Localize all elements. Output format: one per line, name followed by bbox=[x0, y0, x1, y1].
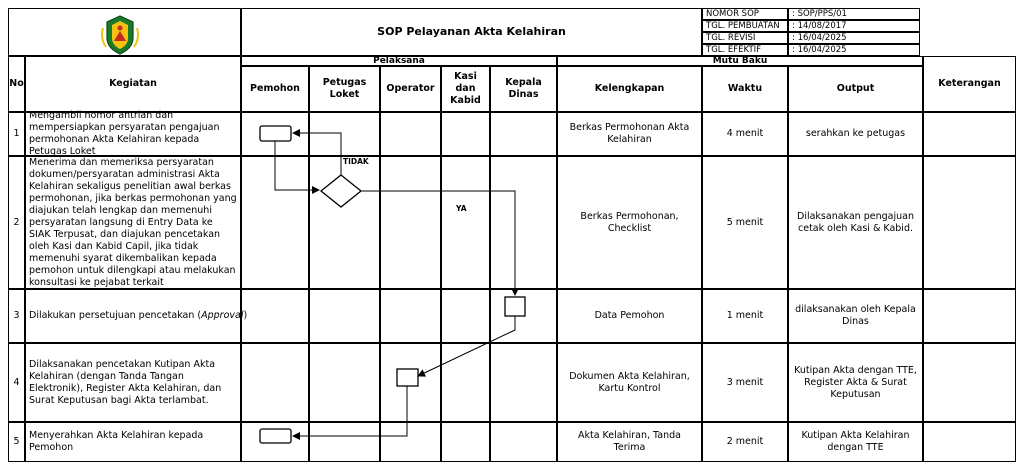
header-output: Output bbox=[788, 66, 923, 112]
row-2-kasi bbox=[441, 156, 490, 289]
row-1-kasi bbox=[441, 112, 490, 156]
row-1-kelengkapan: Berkas Permohonan Akta Kelahiran bbox=[557, 112, 702, 156]
meta-label-efektif: TGL. EFEKTIF bbox=[702, 44, 788, 56]
row-2-output: Dilaksanakan pengajuan cetak oleh Kasi & Kabid. bbox=[788, 156, 923, 289]
row-2-petugas bbox=[309, 156, 380, 289]
row-5-operator bbox=[380, 422, 441, 462]
row-2-operator bbox=[380, 156, 441, 289]
regency-emblem-icon bbox=[97, 14, 143, 56]
header-petugas-loket: Petugas Loket bbox=[309, 66, 380, 112]
header-operator: Operator bbox=[380, 66, 441, 112]
row-4-operator bbox=[380, 343, 441, 422]
row-2-pemohon bbox=[241, 156, 309, 289]
row-1-no: 1 bbox=[8, 112, 25, 156]
row-3-petugas bbox=[309, 289, 380, 343]
row-1-output: serahkan ke petugas bbox=[788, 112, 923, 156]
meta-value-pembuatan: : 14/08/2017 bbox=[788, 20, 920, 32]
row-3-output: dilaksanakan oleh Kepala Dinas bbox=[788, 289, 923, 343]
row-2-kadis bbox=[490, 156, 557, 289]
flow-label-ya: YA bbox=[456, 204, 467, 213]
row-4-kegiatan: Dilaksanakan pencetakan Kutipan Akta Kelahiran (dengan Tanda Tangan Elektronik), Register Akta Kelahiran, dan Surat Keputusan bagi Akta terlambat. bbox=[25, 343, 241, 422]
header-keterangan: Keterangan bbox=[923, 56, 1016, 112]
header-waktu: Waktu bbox=[702, 66, 788, 112]
row-2-waktu: 5 menit bbox=[702, 156, 788, 289]
row-4-keterangan bbox=[923, 343, 1016, 422]
header-pemohon: Pemohon bbox=[241, 66, 309, 112]
row-4-kadis bbox=[490, 343, 557, 422]
row-3-kegiatan-pre: Dilakukan persetujuan pencetakan ( bbox=[29, 310, 202, 321]
row-4-kasi bbox=[441, 343, 490, 422]
row-3-kegiatan-post: ) bbox=[243, 310, 248, 321]
row-5-pemohon bbox=[241, 422, 309, 462]
row-5-no: 5 bbox=[8, 422, 25, 462]
row-3-operator bbox=[380, 289, 441, 343]
row-3-no: 3 bbox=[8, 289, 25, 343]
row-1-petugas bbox=[309, 112, 380, 156]
row-5-keterangan bbox=[923, 422, 1016, 462]
document-title: SOP Pelayanan Akta Kelahiran bbox=[241, 8, 702, 56]
meta-value-nomor: : SOP/PPS/01 bbox=[788, 8, 920, 20]
row-4-petugas bbox=[309, 343, 380, 422]
row-5-kadis bbox=[490, 422, 557, 462]
header-mutu-baku: Mutu Baku bbox=[557, 56, 923, 66]
row-4-kelengkapan: Dokumen Akta Kelahiran, Kartu Kontrol bbox=[557, 343, 702, 422]
meta-value-revisi: : 16/04/2025 bbox=[788, 32, 920, 44]
row-4-output: Kutipan Akta dengan TTE, Register Akta & Surat Keputusan bbox=[788, 343, 923, 422]
row-3-waktu: 1 menit bbox=[702, 289, 788, 343]
flow-label-tidak: TIDAK bbox=[343, 157, 369, 166]
header-no: No bbox=[8, 56, 25, 112]
row-5-kegiatan: Menyerahkan Akta Kelahiran kepada Pemohon bbox=[25, 422, 241, 462]
row-1-kegiatan: Mengambil nomor antrian dan mempersiapkan persyaratan pengajuan permohonan Akta Kelahiran kepada Petugas Loket bbox=[25, 112, 241, 156]
row-4-no: 4 bbox=[8, 343, 25, 422]
header-kepala-dinas: Kepala Dinas bbox=[490, 66, 557, 112]
row-3-kegiatan-em: Approval bbox=[201, 310, 244, 321]
row-1-kadis bbox=[490, 112, 557, 156]
row-3-kegiatan bbox=[25, 289, 248, 343]
meta-label-nomor: NOMOR SOP bbox=[702, 8, 788, 20]
row-5-kasi bbox=[441, 422, 490, 462]
row-3-keterangan bbox=[923, 289, 1016, 343]
row-3-kadis bbox=[490, 289, 557, 343]
meta-label-pembuatan: TGL. PEMBUATAN bbox=[702, 20, 788, 32]
row-1-waktu: 4 menit bbox=[702, 112, 788, 156]
row-5-waktu: 2 menit bbox=[702, 422, 788, 462]
row-2-kelengkapan: Berkas Permohonan, Checklist bbox=[557, 156, 702, 289]
header-kegiatan: Kegiatan bbox=[25, 56, 241, 112]
row-5-kelengkapan: Akta Kelahiran, Tanda Terima bbox=[557, 422, 702, 462]
row-4-pemohon bbox=[241, 343, 309, 422]
row-2-no: 2 bbox=[8, 156, 25, 289]
row-5-petugas bbox=[309, 422, 380, 462]
row-2-keterangan bbox=[923, 156, 1016, 289]
meta-label-revisi: TGL. REVISI bbox=[702, 32, 788, 44]
header-kasi-kabid: Kasi dan Kabid bbox=[441, 66, 490, 112]
row-1-keterangan bbox=[923, 112, 1016, 156]
row-1-operator bbox=[380, 112, 441, 156]
row-4-waktu: 3 menit bbox=[702, 343, 788, 422]
header-kelengkapan: Kelengkapan bbox=[557, 66, 702, 112]
row-1-pemohon bbox=[241, 112, 309, 156]
header-pelaksana: Pelaksana bbox=[241, 56, 557, 66]
row-2-kegiatan: Menerima dan memeriksa persyaratan dokumen/persyaratan administrasi Akta Kelahiran sekaligus penelitian awal berkas permohonan, jika berkas permohonan yang diajukan telah lengkap dan memenuhi persyaratan langsung di Entry Data ke SIAK Terpusat, dan diajukan pencetakan oleh Kasi dan Kabid Capil, jika tidak memenuhi syarat dikembalikan kepada pemohon untuk dilengkapi atau melakukan konsultasi ke pejabat terkait bbox=[25, 156, 241, 289]
row-3-pemohon bbox=[241, 289, 309, 343]
row-5-output: Kutipan Akta Kelahiran dengan TTE bbox=[788, 422, 923, 462]
meta-value-efektif: : 16/04/2025 bbox=[788, 44, 920, 56]
row-3-kelengkapan: Data Pemohon bbox=[557, 289, 702, 343]
row-3-kasi bbox=[441, 289, 490, 343]
